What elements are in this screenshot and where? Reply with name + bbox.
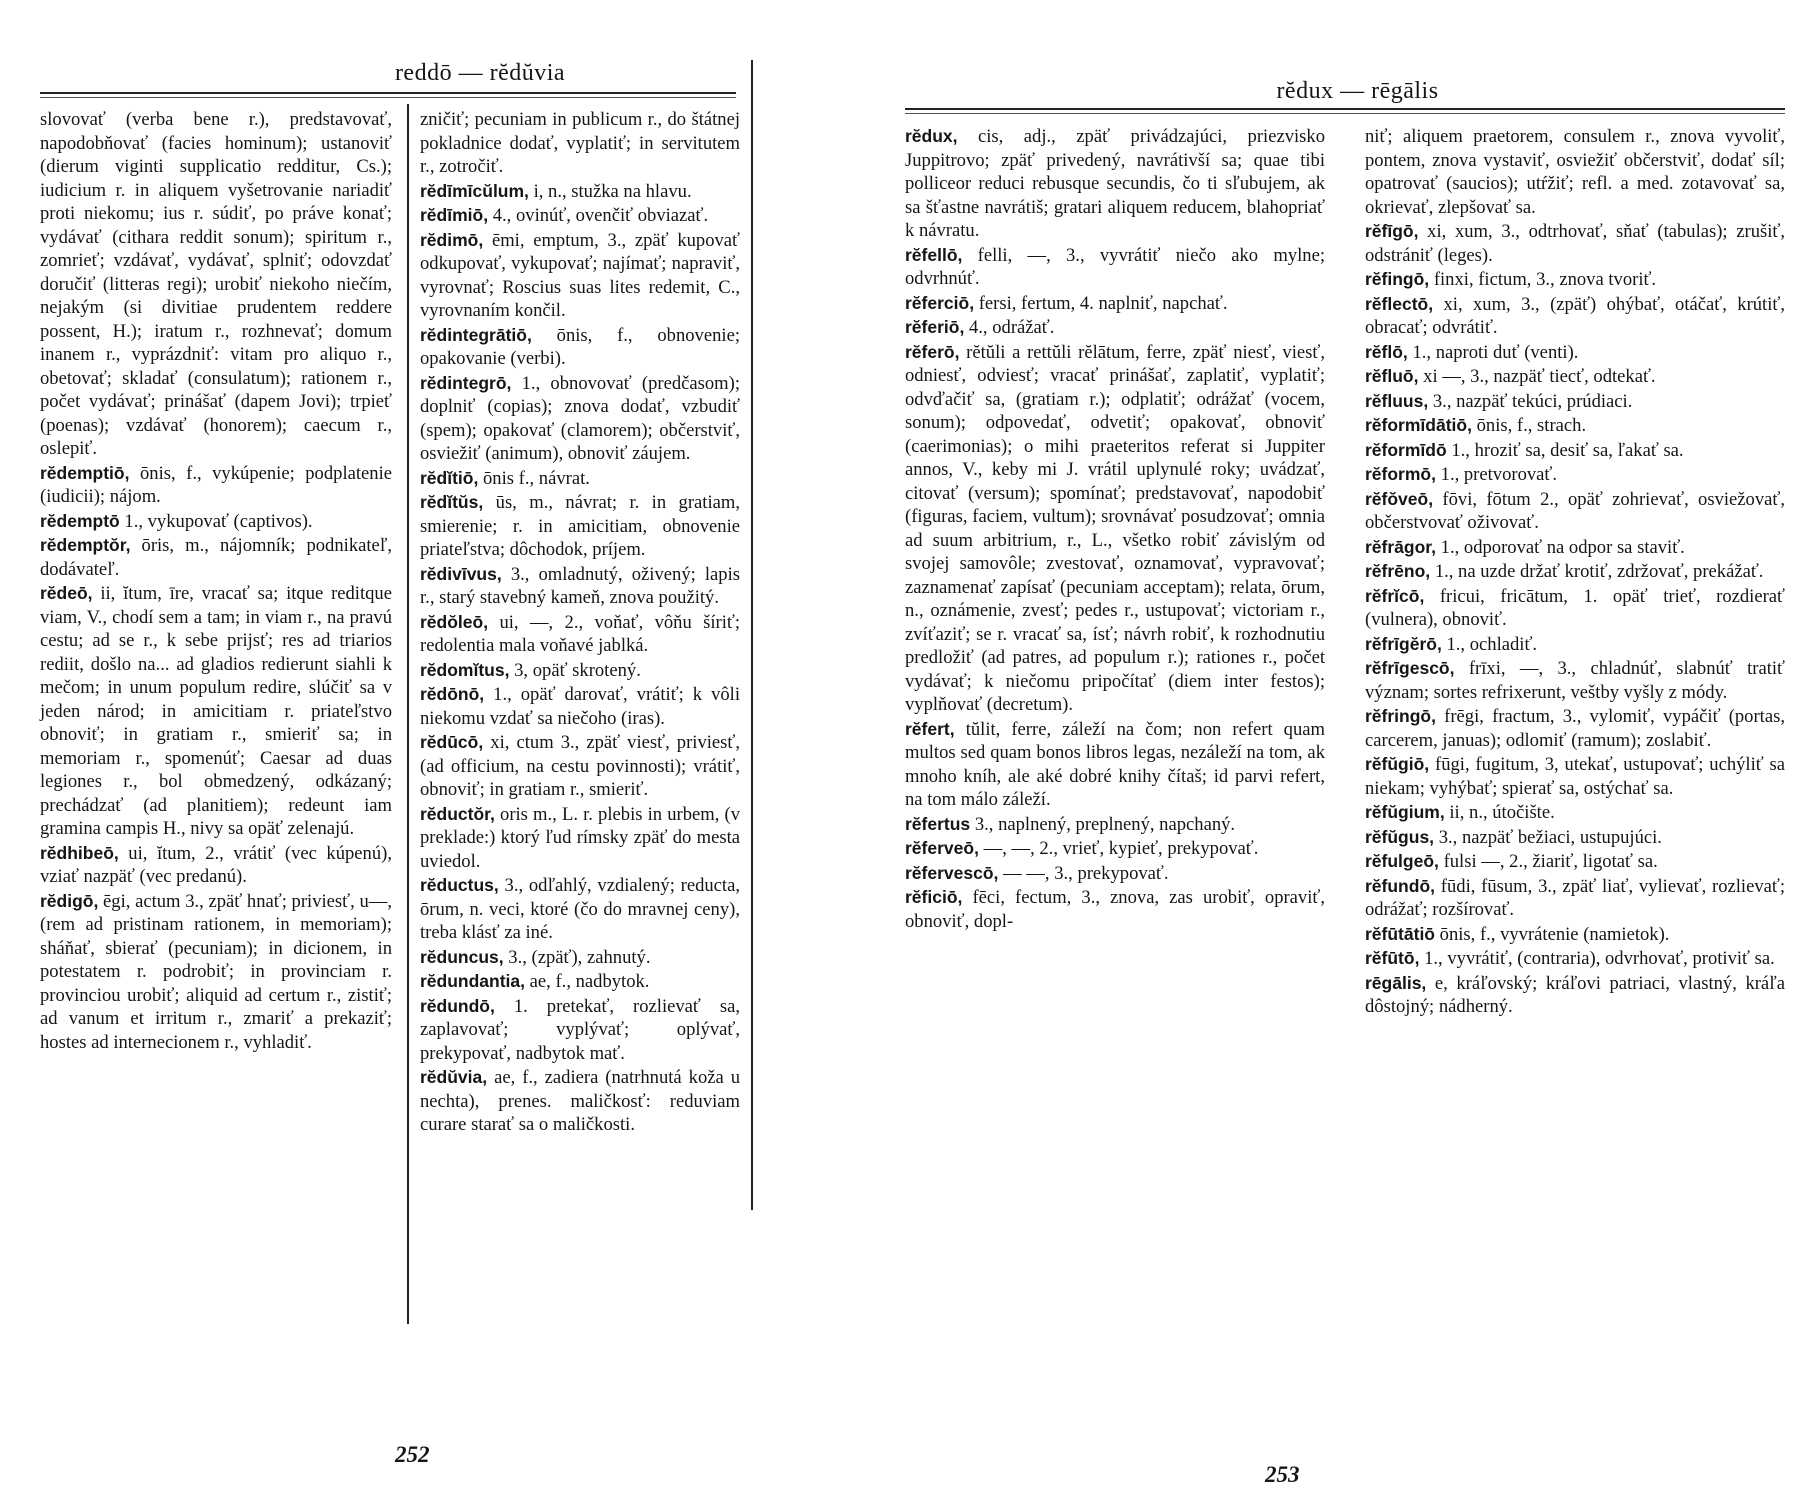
headword: rĕfluus,	[1365, 390, 1429, 411]
definition-text: ōnis, f., strach.	[1476, 415, 1587, 436]
headword: rĕflectō,	[1365, 293, 1434, 314]
dictionary-entry	[420, 563, 740, 610]
definition-text: 1., na uzde držať krotiť, zdržovať, prekážať.	[1434, 561, 1764, 582]
headword: rĕfervescō,	[905, 862, 999, 883]
definition-text: 3, opäť skrotený.	[514, 659, 641, 681]
definition-text: cis, adj., zpäť privádzajúci, priezvisko Juppitrovo; zpäť privedený, navrátivší sa; quae tibi polliceor reduci rebusque secundis, čo ti sľubujem, ak sa šťastne navrátiš; gratari aliquem reducem, blahopriať k návratu.	[905, 126, 1325, 241]
headword: rĕdhibeō,	[40, 842, 119, 863]
definition-text: ūs, m., návrat; r. in gratiam, smierenie; r. in amicitiam, obnovenie priateľstva; dôchodok, príjem.	[420, 492, 740, 560]
dictionary-entry	[905, 862, 1325, 886]
definition-text: ae, f., zadiera (natrhnutá koža u nechta), prenes. maličkosť: reduviam curare starať sa o maličkosti.	[420, 1067, 740, 1135]
dictionary-entry	[905, 718, 1325, 812]
definition-text: niť; aliquem praetorem, consulem r., znova vyvoliť, pontem, znova vystaviť, osviežiť občerstviť, dodať síl; opatrovať (saucios); utŕžiť; refl. a med. zotavovať sa, okrievať, zlepšovať sa.	[1365, 126, 1785, 218]
headword: rĕfūtō,	[1365, 948, 1420, 968]
definition-text: 3., (zpäť), zahnutý.	[508, 946, 651, 968]
definition-text: fersi, fertum, 4. naplniť, napchať.	[978, 292, 1228, 314]
definition-text: 1., vykupovať (captivos).	[124, 510, 313, 532]
definition-text: xi, ctum 3., zpäť viesť, priviesť, (ad officium, na cestu povinnosti); vrátiť, obnoviť; in gratiam r., smieriť.	[420, 732, 740, 800]
dictionary-entry	[1365, 268, 1785, 292]
definition-text: 3., naplnený, preplnený, napchaný.	[974, 813, 1236, 835]
definition-text: xi —, 3., nazpäť tiecť, odtekať.	[1423, 366, 1656, 387]
header-rule	[905, 113, 1785, 114]
text-column-left-1	[40, 108, 392, 1055]
headword: rĕfrēno,	[1365, 561, 1431, 581]
dictionary-entry	[420, 324, 740, 371]
definition-text: rĕtŭli a rettŭli rĕlātum, ferre, zpäť niesť, viesť, odniesť, odviesť; vracať prinášať, zaplatiť, vyplatiť; odvďačiť sa, (gratiam r.); odplatiť; odrážať (vocem, sonum); odpovedať, odvetiť; opakovať, obnoviť (caerimonias); o mihi praeteritos referat si Juppiter annos, V., keby mi J. vrátil uplynulé roky; uvádzať, citovať (versum); spomínať; predstavovať, napodobiť (figuras, faciem, vultum); srovnávať posudzovať; omnia ad suum arbitrium, r., L., všetko robiť závislým od svojej samovôle; zvestovať, oznamovať, vypravovať; zaznamenať zapísať (pecuniam acceptam); relata, ōrum, n., oznámenie, zvesť; pedes r., ustupovať; victoriam r., zvíťaziť; se r. vracať sa, ísť; návrh robiť, k rozhodnutiu predložiť (ad patres, ad populum r.); rationes r., počet vydávať; k niečomu pripočítať (diem inter festos); vyplňovať (decretum).	[905, 341, 1325, 715]
dictionary-entry	[905, 341, 1325, 717]
dictionary-entry	[1365, 560, 1785, 584]
dictionary-entry	[1365, 463, 1785, 487]
definition-text: 1. pretekať, rozlievať sa, zaplavovať; vyplývať; oplývať, prekypovať, nadbytok mať.	[420, 995, 740, 1064]
text-column-right-2	[1365, 125, 1785, 1020]
headword: rĕferveō,	[905, 838, 979, 858]
headword: rĕdeō,	[40, 583, 93, 603]
headword: rĕdundantia,	[420, 971, 526, 991]
dictionary-entry	[1365, 341, 1785, 365]
dictionary-entry	[420, 467, 740, 491]
definition-text: 4., odrážať.	[968, 317, 1055, 338]
header-rule	[40, 92, 736, 94]
definition-text: ui, ĭtum, 2., vrátiť (vec kúpenú), vziať nazpäť (vec predanú).	[40, 842, 392, 887]
definition-text: ōnis f., návrat.	[483, 467, 590, 489]
dictionary-entry	[1365, 826, 1785, 850]
definition-text: fulsi —, 2., žiariť, ligotať sa.	[1443, 851, 1658, 872]
definition-text: — —, 3., prekypovať.	[1003, 862, 1169, 884]
definition-text: frēgi, fractum, 3., vylomiť, vypáčiť (portas, carcerem, januas); odlomiť (ramum); zoslabiť.	[1365, 706, 1785, 751]
headword: rĕfringō,	[1365, 706, 1436, 726]
dictionary-entry	[1365, 875, 1785, 922]
headword: rĕdundō,	[420, 995, 495, 1016]
dictionary-entry	[40, 108, 392, 461]
headword: rĕfert,	[905, 718, 955, 739]
definition-text: fūgi, fugitum, 3, utekať, ustupovať; uchýliť sa niekam; vyhýbať; spierať sa, ostýchať sa.	[1365, 754, 1785, 799]
definition-text: ōris, m., nájomník; podnikateľ, dodávateľ.	[40, 535, 392, 580]
dictionary-entry	[420, 731, 740, 802]
dictionary-entry	[1365, 488, 1785, 535]
headword: rĕfŭgus,	[1365, 826, 1435, 847]
text-column-right-1	[905, 125, 1325, 934]
headword: rĕdomĭtus,	[420, 659, 510, 680]
dictionary-entry	[420, 874, 740, 945]
headword: rĕfrīgescō,	[1365, 658, 1455, 678]
definition-text: slovovať (verba bene r.), predstavovať, napodobňovať (facies hominum); ustanoviť (dierum viginti supplicatio redditur, Cs.); iudicium r. in aliquem vyšetrovanie nariadiť proti niekomu; ius r. súdiť, po práve konať; vydávať (cithara reddit sonum); spiritum r., zomrieť; vzdávať, vydávať, splniť; odovzdať doručiť (litteras regi); urobiť niekoho niečím, nejakým (si divitiae prudentem reddere possent, H.); iratum r., rozhnevať; domum inanem r., vyprázdniť: vitam pro aliquo r., obetovať; skladať (consulatum); rationem r., počet vydávať; prinášať (dapem Jovi); trpieť (poenas); vzdávať (honorem); caecum r., oslepiť.	[40, 109, 392, 459]
headword: rĕfŭgium,	[1365, 802, 1445, 822]
headword: rĕferiō,	[905, 317, 965, 337]
definition-text: fōvi, fōtum 2., opäť zohrievať, osviežovať, občerstvovať oživovať.	[1365, 488, 1785, 533]
definition-text: felli, —, 3., vyvrátiť niečo ako mylne; odvrhnúť.	[905, 244, 1325, 289]
headword: rĕfluō,	[1365, 366, 1419, 386]
definition-text: oris m., L. r. plebis in urbem, (v preklade:) ktorý ľud rímsky zpäť do mesta uviedol.	[420, 803, 740, 872]
dictionary-entry	[420, 683, 740, 730]
headword: rĕductŏr,	[420, 803, 495, 824]
dictionary-entry	[1365, 947, 1785, 971]
definition-text: 1., odporovať na odpor sa staviť.	[1440, 536, 1685, 558]
dictionary-entry	[40, 842, 392, 889]
headword: rĕfūtātiō	[1365, 923, 1435, 944]
dictionary-entry	[1365, 536, 1785, 560]
headword: rĕformīdō	[1365, 439, 1447, 460]
headword: rĕdimō,	[420, 229, 484, 250]
definition-text: 1., pretvorovať.	[1440, 464, 1558, 485]
dictionary-entry	[1365, 753, 1785, 800]
definition-text: i, n., stužka na hlavu.	[533, 180, 692, 202]
dictionary-entry	[905, 244, 1325, 291]
dictionary-entry	[1365, 850, 1785, 874]
dictionary-entry	[420, 491, 740, 562]
headword: rĕdigō,	[40, 890, 99, 911]
headword: rĕdŭvia,	[420, 1067, 488, 1087]
dictionary-entry	[1365, 125, 1785, 219]
definition-text: ui, —, 2., voňať, vôňu šíriť; redolentia mala voňavé jablká.	[420, 611, 741, 656]
definition-text: ōnis, f., vyvrátenie (namietok).	[1439, 923, 1670, 945]
dictionary-entry	[1365, 705, 1785, 752]
running-head: rĕdux — rēgālis	[1276, 78, 1439, 104]
gutter-line	[751, 60, 753, 1210]
running-head: reddō — rĕdŭvia	[394, 60, 566, 86]
dictionary-entry	[905, 292, 1325, 316]
definition-text: 3., omladnutý, oživený; lapis r., starý stavebný kameň, znova použitý.	[420, 563, 740, 608]
definition-text: xi, xum, 3., (zpäť) ohýbať, otáčať, krútiť, obracať; odvrátiť.	[1365, 293, 1785, 338]
dictionary-entry	[1365, 390, 1785, 414]
definition-text: finxi, fictum, 3., znova tvoriť.	[1433, 269, 1657, 290]
dictionary-entry	[1365, 585, 1785, 632]
dictionary-entry	[1365, 801, 1785, 825]
headword: rĕfrĭcō,	[1365, 585, 1425, 606]
headword: rĕfingō,	[1365, 269, 1430, 289]
dictionary-entry	[420, 611, 740, 658]
headword: rĕformō,	[1365, 464, 1436, 484]
dictionary-entry	[1365, 439, 1785, 463]
definition-text: 1., ochladiť.	[1446, 633, 1538, 655]
dictionary-entry	[1365, 293, 1785, 340]
text-column-left-2	[420, 108, 740, 1138]
definition-text: ēmi, emptum, 3., zpäť kupovať odkupovať, vykupovať; najímať; napraviť, vyrovnať; Roscius suas lites redemit, C., vyrovnaním končil.	[420, 229, 740, 321]
dictionary-entry	[420, 372, 740, 466]
definition-text: 1., opäť darovať, vrátiť; k vôli niekomu vzdať sa niečoho (iras).	[420, 684, 740, 729]
column-divider	[407, 104, 409, 1324]
definition-text: ēgi, actum 3., zpäť hnať; priviesť, u—, (rem ad pristinam rationem, in memoriam); sháňať, sbierať (pecuniam); in dicionem, in potestatem r. podrobiť; in provinciam r. provinciou urobiť; aliquid ad certum r., zistiť; ad vanum et irritum r., zmariť a prekaziť; hostes ad internecionem r., vyhladiť.	[40, 890, 392, 1053]
headword: rĕdōnō,	[420, 684, 485, 704]
definition-text: —, —, 2., vrieť, kypieť, prekypovať.	[983, 838, 1259, 859]
headword: rĕfŭgiō,	[1365, 754, 1430, 774]
definition-text: ii, n., útočište.	[1449, 802, 1555, 823]
dictionary-entry	[420, 180, 740, 204]
definition-text: 1., obnovovať (predčasom); doplniť (copias); znova dodať, vzbudiť (spem); opakovať (clamorem); občerstviť, osviežiť (animum), obnoviť záujem.	[420, 372, 740, 464]
definition-text: fricui, fricātum, 1. opäť trieť, rozdierať (vulnera), obnoviť.	[1365, 585, 1785, 630]
dictionary-entry	[1365, 414, 1785, 438]
headword: rĕferō,	[905, 341, 960, 362]
dictionary-entry	[420, 659, 740, 683]
headword: rĕdīmīcŭlum,	[420, 180, 529, 201]
dictionary-entry	[420, 1066, 740, 1137]
right-page	[905, 0, 1810, 1500]
headword: rĕductus,	[420, 875, 499, 895]
definition-text: 3., nazpäť tekúci, prúdiaci.	[1432, 390, 1633, 412]
headword: rĕflō,	[1365, 341, 1408, 362]
headword: rēgālis,	[1365, 972, 1427, 993]
dictionary-entry	[420, 946, 740, 970]
dictionary-entry	[905, 125, 1325, 243]
dictionary-entry	[1365, 972, 1785, 1019]
headword: rĕfellō,	[905, 244, 963, 265]
definition-text: e, kráľovský; kráľovi patriaci, vlastný, kráľa dôstojný; nádherný.	[1365, 972, 1785, 1017]
dictionary-entry	[1365, 365, 1785, 389]
headword: rĕformīdātiō,	[1365, 415, 1472, 435]
definition-text: 1., naproti duť (venti).	[1412, 341, 1579, 363]
dictionary-entry	[420, 204, 740, 228]
headword: rĕfundō,	[1365, 875, 1435, 896]
headword: rĕdivīvus,	[420, 563, 502, 584]
dictionary-entry	[40, 534, 392, 581]
definition-text: ae, f., nadbytok.	[529, 971, 650, 992]
page-number: 252	[395, 1442, 430, 1467]
definition-text: zničiť; pecuniam in publicum r., do štátnej pokladnice dodať, vyplatiť; in servitutem r., zotročiť.	[420, 109, 740, 177]
headword: rĕfŏveō,	[1365, 488, 1434, 509]
definition-text: 3., odľahlý, vzdialený; reducta, ōrum, n. veci, ktoré (čo do mravnej ceny), treba klásť za iné.	[420, 875, 740, 943]
header-rule	[905, 108, 1785, 110]
definition-text: 3., nazpäť bežiaci, ustupujúci.	[1438, 826, 1662, 848]
definition-text: ōnis, f., obnovenie; opakovanie (verbi).	[420, 324, 740, 369]
definition-text: ii, ĭtum, īre, vracať sa; itque reditque viam, V., chodí sem a tam; in viam r., na pravú cestu; ad se r., k sebe prijsť; res ad triarios rediit, došlo na... ad gladios redierunt siahli k mečom; in unum populum redire, slúčiť sa v jeden národ; in amicitiam r. priateľstvo obnoviť; in gratiam r., smieriť sa; in memoriam r., spomenúť; Caesar ad duas legiones r., bol obmedzený, odkázaný; prechádzať (ad planitiem); redeunt iam gramina campis H., nivy sa opäť zelenajú.	[40, 583, 392, 839]
headword: rĕdux,	[905, 126, 958, 146]
definition-text: 1., vyvrátiť, (contraria), odvrhovať, protiviť sa.	[1424, 948, 1775, 969]
definition-text: fūdi, fūsum, 3., zpäť liať, vylievať, rozlievať; odrážať; rozšírovať.	[1365, 875, 1785, 920]
dictionary-entry	[420, 995, 740, 1066]
headword: rĕdīmiō,	[420, 205, 489, 225]
dictionary-entry	[1365, 633, 1785, 657]
left-page	[0, 0, 880, 1500]
dictionary-entry	[905, 886, 1325, 933]
page-number: 253	[1265, 1462, 1300, 1487]
definition-text: ōnis, f., vykúpenie; podplatenie (iudicii); nájom.	[40, 462, 392, 507]
headword: rĕdintegrātiō,	[420, 324, 532, 345]
definition-text: xi, xum, 3., odtrhovať, sňať (tabulas); zrušiť, odstrániť (leges).	[1365, 221, 1786, 266]
dictionary-entry	[1365, 220, 1785, 267]
headword: rĕdĭtiō,	[420, 467, 479, 488]
dictionary-entry	[40, 510, 392, 534]
dictionary-entry	[40, 462, 392, 509]
dictionary-entry	[1365, 923, 1785, 947]
dictionary-entry	[905, 813, 1325, 837]
headword: rĕdemptō	[40, 510, 120, 531]
headword: rĕfīgō,	[1365, 221, 1419, 241]
dictionary-entry	[420, 229, 740, 323]
header-rule	[40, 97, 736, 98]
dictionary-entry	[420, 108, 740, 179]
definition-text: frīxi, —, 3., chladnúť, slabnúť tratiť význam; sortes refrixerunt, veštby vyšly z módy.	[1365, 658, 1785, 703]
headword: rĕficiō,	[905, 887, 963, 907]
headword: rĕfulgeō,	[1365, 851, 1439, 871]
dictionary-entry	[1365, 657, 1785, 704]
dictionary-entry	[420, 803, 740, 874]
headword: rĕdintegrō,	[420, 372, 512, 393]
headword: rĕfertus	[905, 813, 971, 834]
dictionary-entry	[40, 890, 392, 1055]
dictionary-entry	[40, 582, 392, 841]
headword: rĕduncus,	[420, 946, 504, 967]
headword: rĕfrīgĕrō,	[1365, 633, 1442, 654]
headword: rĕdūcō,	[420, 732, 484, 752]
dictionary-entry	[420, 970, 740, 994]
dictionary-entry	[905, 316, 1325, 340]
definition-text: fēci, fectum, 3., znova, zas urobiť, opraviť, obnoviť, dopl-	[905, 887, 1325, 932]
headword: rĕferciō,	[905, 292, 975, 313]
headword: rĕfrāgor,	[1365, 536, 1436, 557]
definition-text: 4., ovinúť, ovenčiť obviazať.	[492, 205, 709, 226]
definition-text: 1., hroziť sa, desiť sa, ľakať sa.	[1451, 439, 1684, 461]
headword: rĕdemptŏr,	[40, 535, 131, 555]
headword: rĕdemptiō,	[40, 462, 130, 483]
headword: rĕdĭtŭs,	[420, 492, 484, 512]
definition-text: tŭlit, ferre, záleží na čom; non refert quam multos sed quam bonos libros legas, nezáleží na tom, ak mnoho kníh, ale aké dobré knihy čítaš; id parvi refert, na tom málo záleží.	[905, 718, 1325, 810]
dictionary-entry	[905, 837, 1325, 861]
headword: rĕdŏleō,	[420, 611, 489, 632]
